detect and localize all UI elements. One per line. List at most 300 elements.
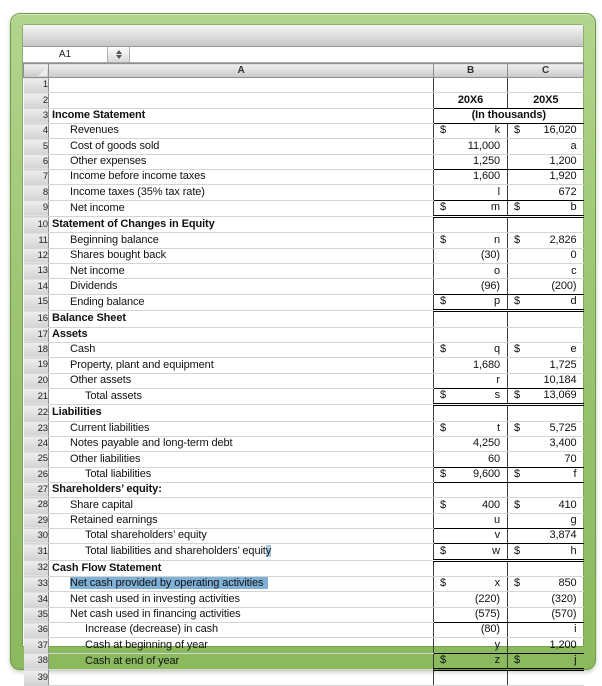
row-32 [24,560,584,576]
amount-value: 13,069 [543,389,577,402]
amount-value: 672 [558,185,577,198]
cell-A4[interactable] [49,124,434,139]
cell-B16[interactable] [434,311,508,327]
cell-B30[interactable] [434,528,508,543]
amount-cell-content [434,468,507,482]
cell-B27[interactable] [434,482,508,497]
currency-symbol: $ [514,343,521,356]
amount-value: (575) [474,608,500,621]
cell-C23[interactable] [508,421,584,436]
row-16 [24,311,584,327]
amount-value: 1,725 [549,358,577,371]
cell-C16[interactable] [508,311,584,327]
row-29 [24,513,584,528]
row-header-3[interactable]: 3 [24,108,49,123]
row-header-15[interactable]: 15 [24,294,49,310]
row-header-20[interactable]: 20 [24,373,49,388]
cell-A5[interactable] [49,139,434,154]
amount-cell-content [434,359,507,373]
amount-cell-content [434,639,507,653]
cell-A7[interactable] [49,170,434,185]
cell-B28[interactable] [434,498,508,513]
year-header: 20X6 [457,93,484,106]
amount-cell-content [508,468,584,482]
cell-C11[interactable] [508,233,584,248]
row-22 [24,405,584,421]
cell-A10[interactable] [49,217,434,233]
amount-value: 850 [558,577,577,590]
cell-B22[interactable] [434,405,508,421]
cell-C19[interactable] [508,358,584,373]
amount-cell-content [434,155,507,169]
amount-value: s [494,389,500,402]
row-header-13[interactable]: 13 [24,264,49,279]
cell-A2[interactable] [49,93,434,108]
amount-cell-content [434,374,507,388]
row-header-19[interactable]: 19 [24,358,49,373]
cell-C5[interactable] [508,139,584,154]
cell-B34[interactable] [434,592,508,607]
row-header-31[interactable]: 31 [24,544,49,560]
cell-B36[interactable] [434,623,508,638]
amount-cell-content [434,265,507,279]
cell-B17[interactable] [434,327,508,342]
row-35 [24,607,584,622]
cell-B3-C3-merged[interactable] [434,108,584,123]
currency-symbol: $ [514,421,521,434]
cell-label: Total assets [85,389,142,402]
row-3 [24,108,584,123]
row-1 [24,78,584,93]
cell-A14[interactable] [49,279,434,294]
amount-cell-content [434,249,507,263]
amount-cell-content [434,186,507,200]
amount-cell-content [434,593,507,607]
cell-A37[interactable] [49,638,434,653]
amount-cell-content [508,343,584,357]
amount-value: d [570,295,577,308]
row-header-6[interactable]: 6 [24,154,49,169]
row-header-37[interactable]: 37 [24,638,49,653]
select-all-corner[interactable] [24,64,49,78]
cell-A1[interactable] [49,78,434,93]
amount-value: k [494,124,500,137]
amount-value: 400 [481,498,500,511]
amount-cell-content [508,374,584,388]
cell-B18[interactable] [434,342,508,357]
cell-C32[interactable] [508,560,584,576]
cell-C18[interactable] [508,342,584,357]
cell-A39[interactable] [49,670,434,686]
row-header-11[interactable]: 11 [24,233,49,248]
cell-A15[interactable] [49,294,434,310]
cell-label: Balance Sheet [52,312,126,325]
cell-C12[interactable] [508,248,584,263]
text-cursor: y [265,545,272,558]
amount-value: 1,600 [472,170,500,183]
currency-symbol: $ [514,654,521,667]
cell-label: Statement of Changes in Equity [52,218,215,231]
amount-value: b [570,201,577,214]
amount-value: 4,250 [472,437,500,450]
stepper-up-icon [116,50,122,54]
currency-symbol: $ [440,468,447,481]
cell-A11[interactable] [49,233,434,248]
cell-C6[interactable] [508,154,584,169]
row-header-8[interactable]: 8 [24,185,49,200]
cell-A17[interactable] [49,327,434,342]
cell-B2[interactable] [434,93,508,108]
amount-value: l [497,185,500,198]
formula-bar [23,47,583,63]
cell-C26[interactable] [508,467,584,482]
amount-cell-content [508,280,584,294]
row-27 [24,482,584,497]
cell-C34[interactable] [508,592,584,607]
cell-B32[interactable] [434,560,508,576]
cell-C8[interactable] [508,185,584,200]
cell-label: Cash at beginning of year [85,638,208,651]
cell-B10[interactable] [434,217,508,233]
row-header-21[interactable]: 21 [24,388,49,404]
amount-value: v [494,529,500,542]
amount-value: 410 [558,498,577,511]
row-header-7[interactable]: 7 [24,170,49,185]
row-4 [24,124,584,139]
cell-A13[interactable] [49,264,434,279]
cell-label: Assets [52,327,88,340]
cell-B25[interactable] [434,452,508,467]
units-note: (In thousands) [471,109,546,122]
amount-cell-content [434,623,507,637]
cell-C36[interactable] [508,623,584,638]
name-box[interactable] [23,47,108,62]
cell-A27[interactable] [49,482,434,497]
cell-C35[interactable] [508,607,584,622]
cell-C38[interactable] [508,653,584,669]
cell-A24[interactable] [49,436,434,451]
cell-B19[interactable] [434,358,508,373]
cell-label: Cash [70,343,96,356]
cell-C39[interactable] [508,670,584,686]
amount-value: 1,250 [472,155,500,168]
row-header-25[interactable]: 25 [24,452,49,467]
row-header-1[interactable]: 1 [24,78,49,93]
cell-A31[interactable] [49,544,434,560]
cell-A16[interactable] [49,311,434,327]
amount-cell-content [508,170,584,184]
cell-label: Net cash used in financing activities [70,608,241,621]
amount-value: (80) [480,623,500,636]
currency-symbol: $ [440,544,447,557]
cell-B14[interactable] [434,279,508,294]
amount-value: w [492,544,500,557]
col-header-b[interactable]: B [434,64,508,78]
cell-A8[interactable] [49,185,434,200]
cell-C37[interactable] [508,638,584,653]
row-header-29[interactable]: 29 [24,513,49,528]
row-header-24[interactable]: 24 [24,436,49,451]
cell-C17[interactable] [508,327,584,342]
formula-input[interactable] [130,47,583,62]
currency-symbol: $ [514,577,521,590]
amount-value: 1,200 [549,638,577,651]
toolbar-strip [23,25,583,47]
currency-symbol: $ [514,498,521,511]
amount-value: (320) [551,592,577,605]
amount-cell-content [508,265,584,279]
cell-label [49,577,433,591]
cell-A33[interactable] [49,577,434,592]
row-header-16[interactable]: 16 [24,311,49,327]
row-31 [24,544,584,560]
currency-symbol: $ [514,201,521,214]
amount-cell-content [434,343,507,357]
row-13 [24,264,584,279]
cell-C13[interactable] [508,264,584,279]
amount-cell-content [508,422,584,436]
cell-C4[interactable] [508,124,584,139]
cell-C24[interactable] [508,436,584,451]
cell-B13[interactable] [434,264,508,279]
amount-cell-content [434,422,507,436]
amount-value: 70 [564,452,577,465]
cell-C25[interactable] [508,452,584,467]
cell-B1[interactable] [434,78,508,93]
row-30 [24,528,584,543]
cell-B7[interactable] [434,170,508,185]
amount-cell-content [434,545,507,559]
cell-B11[interactable] [434,233,508,248]
row-11 [24,233,584,248]
cell-label: Share capital [70,498,133,511]
cell-A9[interactable] [49,200,434,216]
row-39 [24,670,584,686]
amount-cell-content [434,389,507,403]
cell-label: Income taxes (35% tax rate) [70,185,205,198]
amount-cell-content [508,623,584,637]
amount-value: (96) [480,279,500,292]
row-36 [24,623,584,638]
cell-label: Net income [70,264,125,277]
cell-C31[interactable] [508,544,584,560]
row-header-23[interactable]: 23 [24,421,49,436]
year-header: 20X5 [533,93,559,106]
row-header-14[interactable]: 14 [24,279,49,294]
currency-symbol: $ [514,124,521,137]
cell-A35[interactable] [49,607,434,622]
amount-cell-content [508,140,584,154]
row-header-9[interactable]: 9 [24,200,49,216]
row-header-10[interactable]: 10 [24,217,49,233]
row-header-17[interactable]: 17 [24,327,49,342]
cell-A26[interactable] [49,467,434,482]
cell-A3[interactable] [49,108,434,123]
cell-A6[interactable] [49,154,434,169]
row-header-22[interactable]: 22 [24,405,49,421]
cell-label: Shares bought back [70,249,167,262]
cell-A34[interactable] [49,592,434,607]
cell-A25[interactable] [49,452,434,467]
cell-A23[interactable] [49,421,434,436]
row-header-18[interactable]: 18 [24,342,49,357]
cell-B37[interactable] [434,638,508,653]
cell-C21[interactable] [508,388,584,404]
cell-A18[interactable] [49,342,434,357]
cell-stepper-control[interactable] [108,47,130,62]
cell-C14[interactable] [508,279,584,294]
cell-C22[interactable] [508,405,584,421]
row-7 [24,170,584,185]
row-10 [24,217,584,233]
cell-B8[interactable] [434,185,508,200]
amount-value: q [493,343,500,356]
cell-label: Net cash used in investing activities [70,592,240,605]
cell-B24[interactable] [434,436,508,451]
col-header-c[interactable]: C [508,64,584,78]
cell-label: Current liabilities [70,421,150,434]
currency-symbol: $ [440,421,447,434]
cell-label: Property, plant and equipment [70,358,214,371]
cell-C10[interactable] [508,217,584,233]
amount-cell-content [434,295,507,309]
cell-B5[interactable] [434,139,508,154]
amount-cell-content [434,124,507,138]
row-header-36[interactable]: 36 [24,623,49,638]
cell-A30[interactable] [49,528,434,543]
cell-C27[interactable] [508,482,584,497]
cell-C29[interactable] [508,513,584,528]
cell-B39[interactable] [434,670,508,686]
cell-A32[interactable] [49,560,434,576]
amount-cell-content [508,201,584,215]
cell-B26[interactable] [434,467,508,482]
cell-C33[interactable] [508,577,584,592]
amount-value: (30) [480,249,500,262]
stepper-down-icon [116,55,122,59]
cell-B12[interactable] [434,248,508,263]
amount-value: 60 [487,452,500,465]
cell-C15[interactable] [508,294,584,310]
amount-value: 5,725 [549,421,577,434]
amount-value: 1,920 [549,170,577,183]
amount-value: r [496,373,500,386]
cell-A20[interactable] [49,373,434,388]
cell-B29[interactable] [434,513,508,528]
amount-value: n [493,233,500,246]
amount-cell-content [434,140,507,154]
spreadsheet-content [23,25,583,683]
cell-label: Beginning balance [70,233,159,246]
cell-B35[interactable] [434,607,508,622]
row-header-35[interactable]: 35 [24,607,49,622]
cell-C9[interactable] [508,200,584,216]
amount-value: g [570,514,577,527]
cell-label: Notes payable and long-term debt [70,437,233,450]
cell-A29[interactable] [49,513,434,528]
amount-value: e [570,343,577,356]
row-8 [24,185,584,200]
cell-label: Cash Flow Statement [52,561,162,574]
cell-B23[interactable] [434,421,508,436]
cell-B9[interactable] [434,200,508,216]
cell-A21[interactable] [49,388,434,404]
cell-B6[interactable] [434,154,508,169]
row-header-28[interactable]: 28 [24,498,49,513]
cell-C28[interactable] [508,498,584,513]
cell-B38[interactable] [434,653,508,669]
cell-C20[interactable] [508,373,584,388]
cell-label: Total shareholders’ equity [85,529,207,542]
row-15 [24,294,584,310]
row-37 [24,638,584,653]
row-21 [24,388,584,404]
cell-A38[interactable] [49,653,434,669]
amount-cell-content [508,295,584,309]
cell-B4[interactable] [434,124,508,139]
row-header-4[interactable]: 4 [24,124,49,139]
cell-B31[interactable] [434,544,508,560]
row-header-12[interactable]: 12 [24,248,49,263]
row-header-2[interactable]: 2 [24,93,49,108]
row-25 [24,452,584,467]
row-header-30[interactable]: 30 [24,528,49,543]
currency-symbol: $ [440,389,447,402]
cell-A22[interactable] [49,405,434,421]
row-header-34[interactable]: 34 [24,592,49,607]
amount-cell-content [508,654,584,668]
row-38 [24,653,584,669]
amount-cell-content [508,499,584,513]
currency-symbol: $ [514,295,521,308]
amount-value: z [494,654,500,667]
col-header-a[interactable]: A [49,64,434,78]
spreadsheet-grid [23,63,584,686]
selected-text: Net cash provided by operating activities [70,577,268,589]
row-header-33[interactable]: 33 [24,577,49,592]
amount-cell-content [508,514,584,528]
row-header-32[interactable]: 32 [24,560,49,576]
row-28 [24,498,584,513]
cell-C7[interactable] [508,170,584,185]
cell-C30[interactable] [508,528,584,543]
cell-C1[interactable] [508,78,584,93]
amount-value: i [574,623,577,636]
cell-label: Other expenses [70,155,147,168]
currency-symbol: $ [440,201,447,214]
row-header-5[interactable]: 5 [24,139,49,154]
row-header-39[interactable]: 39 [24,670,49,686]
amount-cell-content [508,453,584,467]
cell-B21[interactable] [434,388,508,404]
amount-cell-content [508,359,584,373]
amount-value: t [497,421,500,434]
cell-A28[interactable] [49,498,434,513]
row-header-27[interactable]: 27 [24,482,49,497]
spreadsheet-window [10,13,596,683]
row-header-26[interactable]: 26 [24,467,49,482]
cell-B15[interactable] [434,294,508,310]
cell-C2[interactable] [508,93,584,108]
cell-A12[interactable] [49,248,434,263]
cell-A19[interactable] [49,358,434,373]
currency-symbol: $ [514,544,521,557]
row-header-38[interactable]: 38 [24,653,49,669]
cell-B20[interactable] [434,373,508,388]
amount-cell-content [508,545,584,559]
cell-A36[interactable] [49,623,434,638]
cell-B33[interactable] [434,577,508,592]
